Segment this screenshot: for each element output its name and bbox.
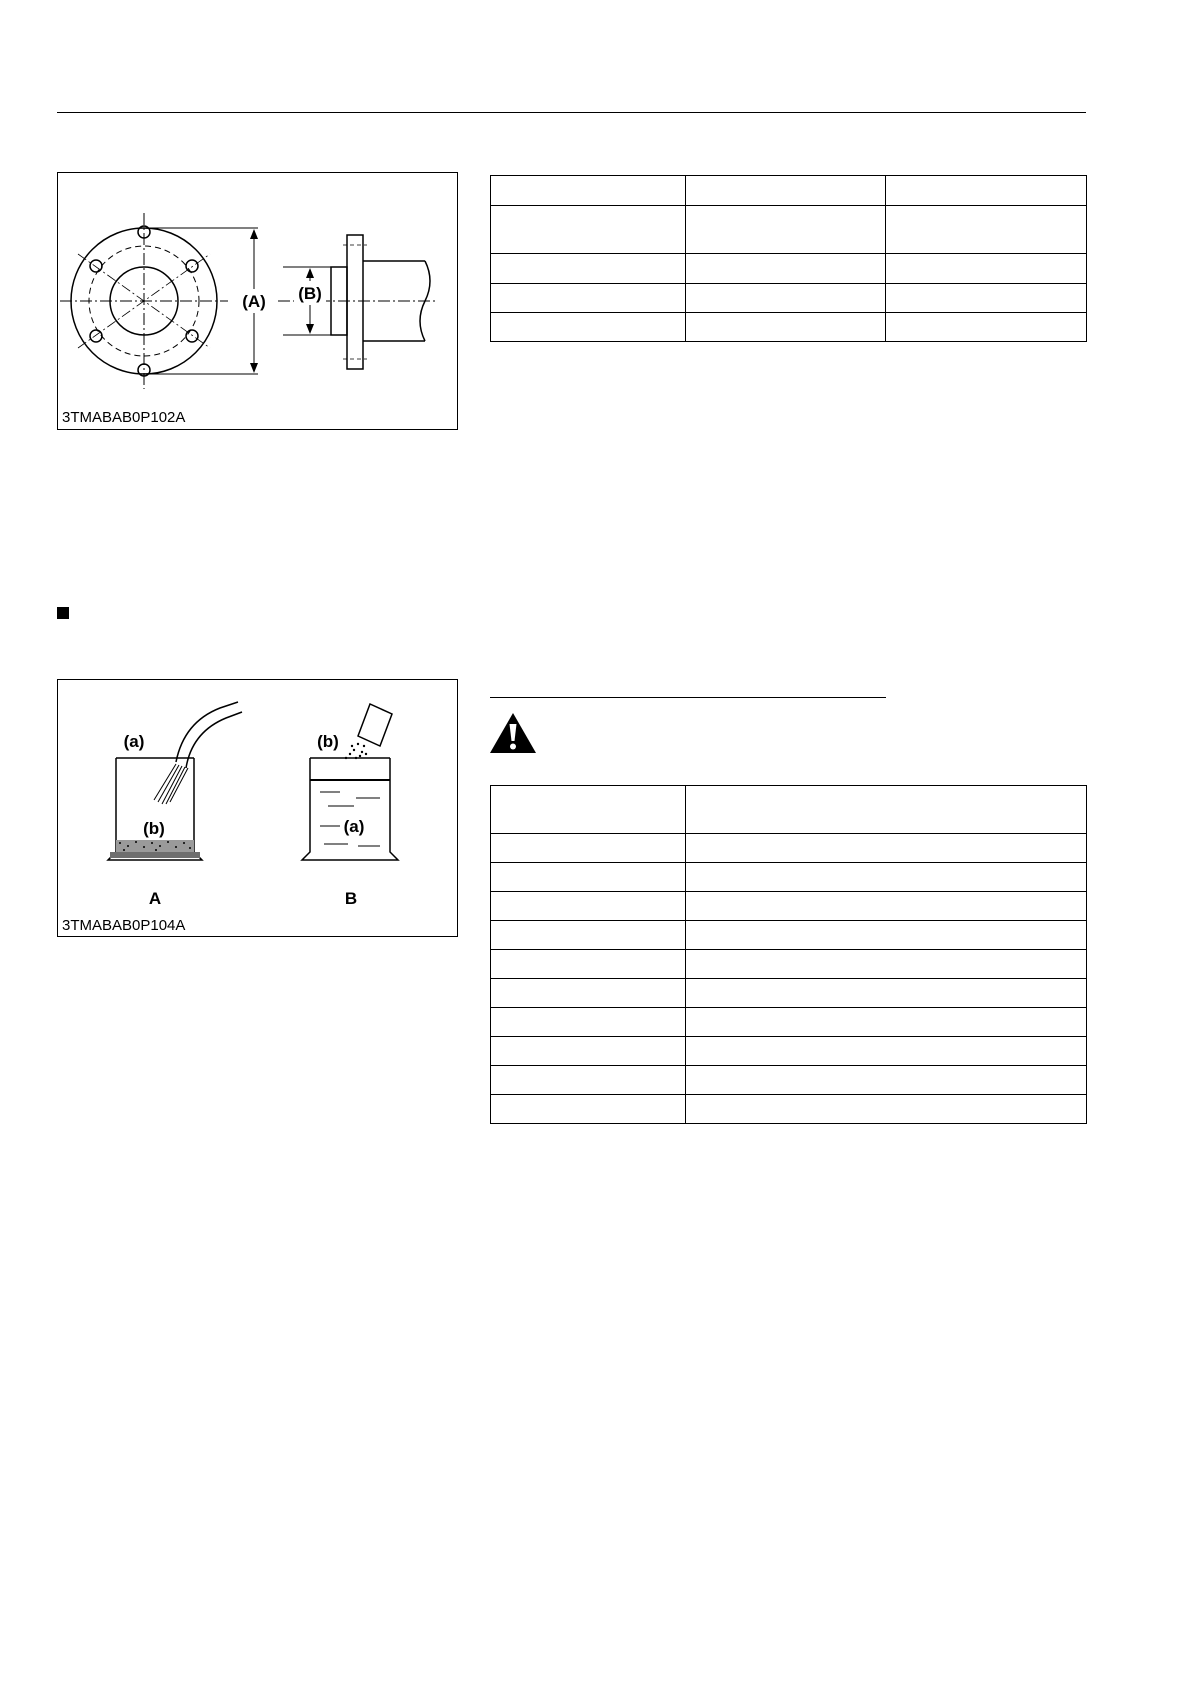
table-row	[491, 921, 1087, 950]
warning-triangle-icon	[489, 712, 537, 754]
table-row	[491, 284, 1087, 313]
table-row	[491, 979, 1087, 1008]
table-cell	[491, 284, 686, 313]
coolant-table	[490, 785, 1087, 1124]
table-cell	[686, 254, 886, 284]
table-cell	[686, 313, 886, 342]
table-cell	[686, 979, 1087, 1008]
header-rule	[57, 112, 1086, 113]
table-cell	[686, 1037, 1087, 1066]
flange-figure	[57, 172, 458, 430]
table-cell	[686, 863, 1087, 892]
table-cell	[491, 254, 686, 284]
table-cell	[491, 313, 686, 342]
table-cell	[686, 892, 1087, 921]
table-cell	[686, 1095, 1087, 1124]
table-cell	[686, 950, 1087, 979]
label-b-sediment: (b)	[143, 819, 165, 838]
table-row	[491, 254, 1087, 284]
table-cell	[886, 254, 1087, 284]
filling-drawing	[58, 680, 457, 936]
table-cell	[886, 176, 1087, 206]
table-cell	[491, 921, 686, 950]
filling-figure	[57, 679, 458, 937]
table-row	[491, 176, 1087, 206]
table-row	[491, 834, 1087, 863]
table-cell	[686, 786, 1087, 834]
section-bullet	[57, 607, 69, 619]
flange-drawing	[58, 173, 457, 429]
table-cell	[491, 863, 686, 892]
table-cell	[686, 1066, 1087, 1095]
spec-table	[490, 175, 1087, 342]
figure-code: 3TMABAB0P102A	[62, 409, 186, 426]
table-cell	[886, 313, 1087, 342]
label-a-liquid: (a)	[343, 817, 365, 836]
table-cell	[686, 284, 886, 313]
panel-label-b: B	[344, 889, 358, 908]
table-cell	[491, 1066, 686, 1095]
table-row	[491, 206, 1087, 254]
table-cell	[491, 206, 686, 254]
table-cell	[686, 176, 886, 206]
table-row	[491, 892, 1087, 921]
table-row	[491, 863, 1087, 892]
label-a-water: (a)	[123, 732, 145, 751]
table-row	[491, 950, 1087, 979]
table-cell	[491, 950, 686, 979]
table-cell	[686, 921, 1087, 950]
table-row	[491, 786, 1087, 834]
dimension-label-b: (B)	[298, 284, 322, 303]
table-cell	[686, 834, 1087, 863]
table-cell	[491, 892, 686, 921]
table-cell	[886, 206, 1087, 254]
table-cell	[491, 1037, 686, 1066]
table-cell	[491, 979, 686, 1008]
table-cell	[491, 1008, 686, 1037]
panel-label-a: A	[148, 889, 162, 908]
dimension-label-a: (A)	[242, 292, 266, 311]
table-cell	[491, 834, 686, 863]
table-cell	[886, 284, 1087, 313]
table-cell	[491, 786, 686, 834]
table-row	[491, 1066, 1087, 1095]
label-b-powder: (b)	[317, 732, 339, 751]
table-row	[491, 1008, 1087, 1037]
table-cell	[686, 206, 886, 254]
section-rule	[490, 697, 886, 698]
table-cell	[491, 176, 686, 206]
table-row	[491, 1095, 1087, 1124]
table-row	[491, 313, 1087, 342]
figure-code: 3TMABAB0P104A	[62, 917, 186, 934]
table-cell	[491, 1095, 686, 1124]
table-cell	[686, 1008, 1087, 1037]
table-row	[491, 1037, 1087, 1066]
